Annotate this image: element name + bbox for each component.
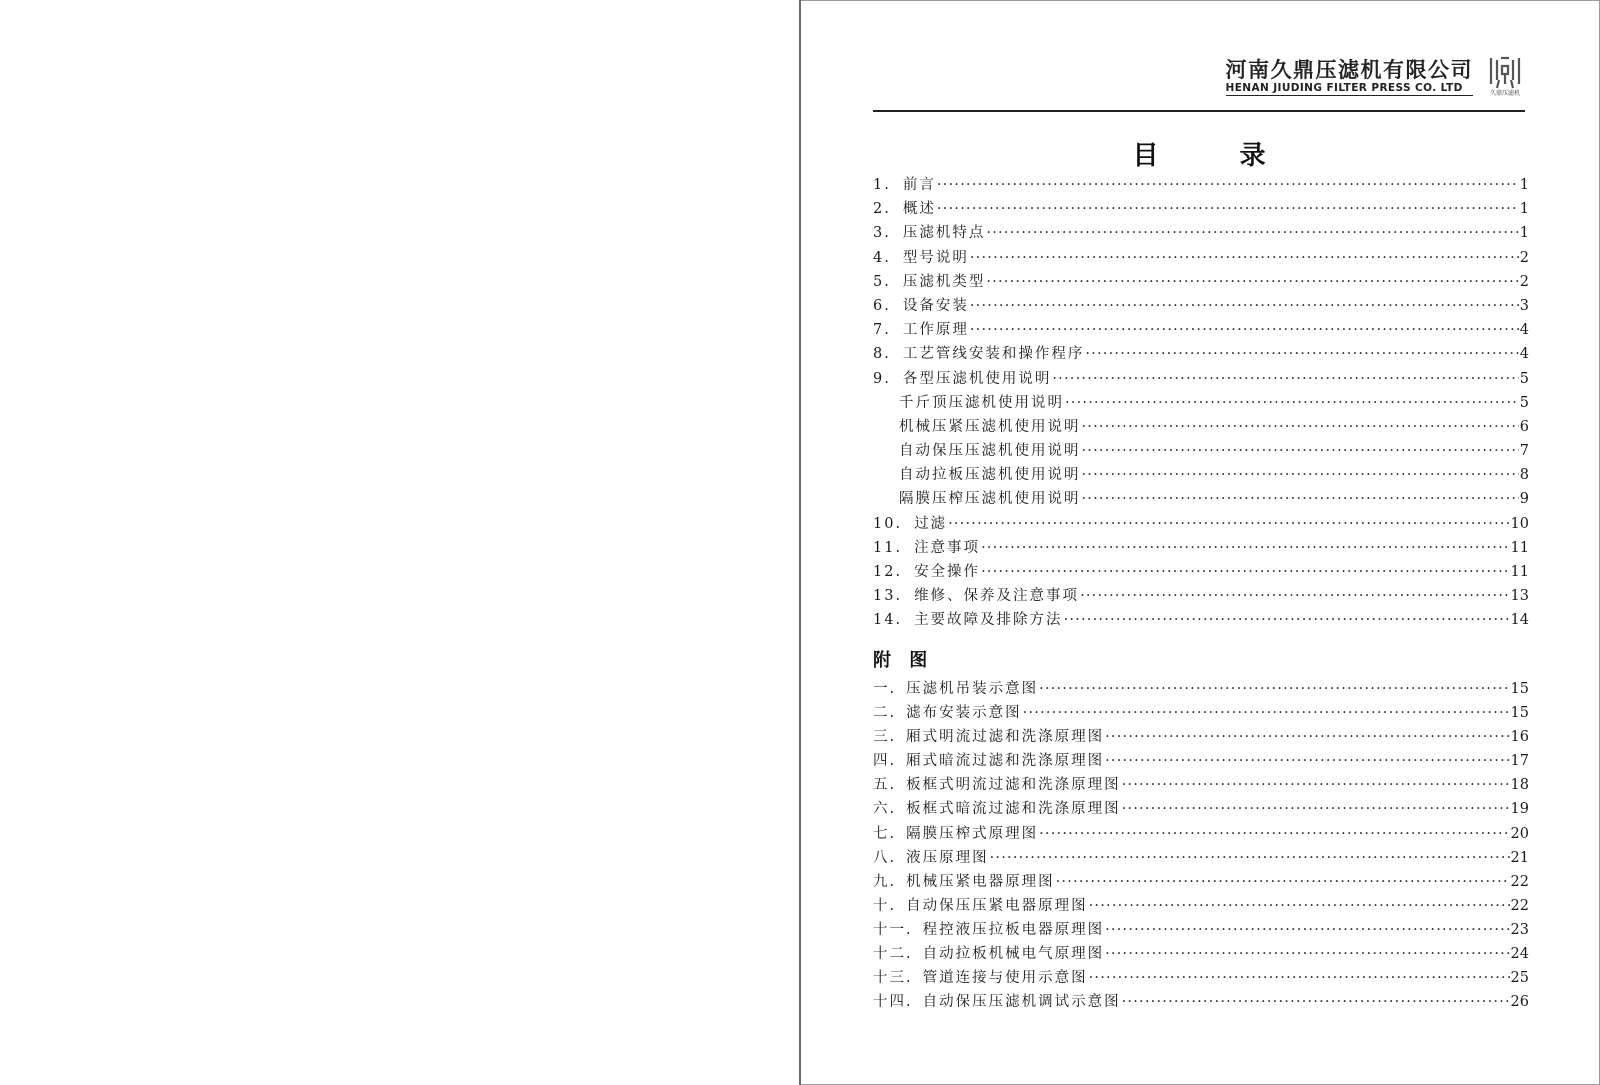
dot-leader <box>986 270 1518 294</box>
dot-leader <box>990 846 1510 870</box>
entry-page-number: 18 <box>1510 777 1529 794</box>
entry-title: 维修、保养及注意事项 <box>914 588 1080 605</box>
entry-page-number: 21 <box>1510 849 1529 866</box>
entry-number: 一. <box>873 681 897 697</box>
toc-entry[interactable] <box>873 415 1529 439</box>
entry-page-number: 5 <box>1519 394 1529 411</box>
entry-title: 自动拉板压滤机使用说明 <box>899 467 1081 484</box>
entry-page-number: 4 <box>1519 346 1529 363</box>
entry-title: 隔膜压榨压滤机使用说明 <box>899 491 1081 508</box>
appendix-list <box>873 641 1529 1014</box>
entry-page-number: 2 <box>1519 273 1529 290</box>
entry-title: 厢式明流过滤和洗涤原理图 <box>906 729 1105 746</box>
toc-entry[interactable] <box>873 560 1529 584</box>
dot-leader <box>1122 773 1510 797</box>
dot-leader <box>981 560 1509 584</box>
entry-title: 自动保压压紧电器原理图 <box>906 897 1088 914</box>
entry-number: 2. <box>873 201 891 218</box>
entry-number: 12. <box>873 564 903 580</box>
entry-page-number: 14 <box>1510 612 1529 629</box>
entry-page-number: 16 <box>1510 729 1529 746</box>
entry-number: 9. <box>873 370 891 387</box>
entry-title: 自动保压压滤机调试示意图 <box>922 994 1121 1011</box>
entry-number: 十一. <box>873 921 913 938</box>
entry-title: 前言 <box>902 177 936 193</box>
toc-entry[interactable] <box>873 391 1529 415</box>
dot-leader <box>1039 677 1509 701</box>
entry-number: 1. <box>873 177 891 193</box>
entry-number: 11. <box>873 539 903 556</box>
entry-title: 工作原理 <box>902 322 969 339</box>
toc-list <box>873 173 1529 633</box>
toc-entry[interactable] <box>873 487 1529 511</box>
entry-title: 主要故障及排除方法 <box>914 612 1063 629</box>
entry-title: 液压原理图 <box>906 849 989 866</box>
dot-leader <box>1056 870 1510 894</box>
entry-number: 十. <box>873 897 897 914</box>
toc-entry[interactable] <box>873 342 1529 366</box>
toc-entry[interactable] <box>873 294 1529 318</box>
entry-page-number: 10 <box>1510 515 1529 532</box>
appendix-entry[interactable] <box>873 725 1529 749</box>
toc-entry[interactable] <box>873 608 1529 632</box>
toc-entry[interactable] <box>873 318 1529 342</box>
toc-entry[interactable] <box>873 463 1529 487</box>
entry-page-number: 17 <box>1510 753 1529 770</box>
entry-page-number: 6 <box>1519 418 1529 435</box>
entry-number: 4. <box>873 249 891 266</box>
entry-page-number: 15 <box>1510 705 1529 722</box>
entry-number: 五. <box>873 777 897 794</box>
entry-number: 二. <box>873 705 897 722</box>
entry-title: 程控液压拉板电器原理图 <box>922 921 1105 938</box>
entry-number: 十四. <box>873 994 913 1011</box>
appendix-entry[interactable] <box>873 918 1529 942</box>
entry-page-number: 22 <box>1510 873 1529 890</box>
page-header <box>873 50 1525 112</box>
toc-page <box>801 0 1600 1085</box>
toc-entry[interactable] <box>873 536 1529 560</box>
company-name-block <box>1226 58 1474 96</box>
entry-page-number: 2 <box>1519 249 1529 266</box>
entry-title: 型号说明 <box>902 249 969 266</box>
entry-title: 过滤 <box>914 515 948 532</box>
entry-page-number: 15 <box>1510 681 1529 697</box>
entry-title: 工艺管线安装和操作程序 <box>902 346 1085 363</box>
appendix-entry[interactable] <box>873 797 1529 821</box>
entry-title: 压滤机特点 <box>902 225 986 242</box>
dot-leader <box>937 173 1519 197</box>
toc-entry[interactable] <box>873 173 1529 197</box>
appendix-heading: 附 图 <box>873 650 934 671</box>
appendix-entry[interactable] <box>873 677 1529 701</box>
dot-leader <box>1064 608 1510 632</box>
appendix-entry[interactable] <box>873 773 1529 797</box>
dot-leader <box>1105 749 1509 773</box>
entry-title: 千斤顶压滤机使用说明 <box>899 394 1064 411</box>
entry-page-number: 1 <box>1519 177 1529 193</box>
entry-page-number: 11 <box>1510 564 1529 580</box>
entry-title: 压滤机类型 <box>902 273 986 290</box>
entry-title: 机械压紧压滤机使用说明 <box>899 418 1081 435</box>
entry-page-number: 23 <box>1510 921 1529 938</box>
appendix-entry[interactable] <box>873 701 1529 725</box>
dot-leader <box>1082 487 1519 511</box>
entry-number: 十三. <box>873 970 913 987</box>
toc-entry[interactable] <box>873 270 1529 294</box>
toc-entry[interactable] <box>873 246 1529 270</box>
entry-title: 机械压紧电器原理图 <box>906 873 1055 890</box>
entry-number: 四. <box>873 753 897 770</box>
toc-entry[interactable] <box>873 439 1529 463</box>
entry-title: 设备安装 <box>902 297 969 314</box>
entry-page-number: 5 <box>1519 370 1529 387</box>
entry-number: 14. <box>873 612 903 629</box>
entry-title: 概述 <box>902 201 936 218</box>
entry-title: 注意事项 <box>914 539 981 556</box>
dot-leader <box>1065 391 1519 415</box>
dot-leader <box>1080 584 1509 608</box>
entry-title: 压滤机吊装示意图 <box>906 681 1039 697</box>
appendix-entry[interactable] <box>873 894 1529 918</box>
appendix-entry[interactable] <box>873 870 1529 894</box>
dot-leader <box>1082 463 1519 487</box>
dot-leader <box>1082 439 1519 463</box>
entry-number: 5. <box>873 273 891 290</box>
entry-number: 10. <box>873 515 903 532</box>
entry-number: 7. <box>873 322 891 339</box>
entry-page-number: 20 <box>1510 825 1529 842</box>
entry-page-number: 25 <box>1510 970 1529 987</box>
toc-entry[interactable] <box>873 197 1529 221</box>
dot-leader <box>981 536 1509 560</box>
entry-page-number: 22 <box>1510 897 1529 914</box>
company-name-en: HENAN JIUDING FILTER PRESS CO. LTD <box>1226 82 1474 96</box>
entry-page-number: 24 <box>1510 946 1529 963</box>
entry-number: 8. <box>873 346 891 363</box>
dot-leader <box>1105 942 1509 966</box>
dot-leader <box>1082 415 1519 439</box>
dot-leader <box>986 221 1518 245</box>
appendix-entry[interactable] <box>873 990 1529 1014</box>
appendix-entry[interactable] <box>873 942 1529 966</box>
entry-page-number: 1 <box>1519 201 1529 218</box>
dot-leader <box>937 197 1519 221</box>
entry-number: 三. <box>873 729 897 746</box>
appendix-entry[interactable] <box>873 966 1529 990</box>
entry-title: 自动拉板机械电气原理图 <box>922 946 1105 963</box>
toc-entry[interactable] <box>873 367 1529 391</box>
entry-number: 6. <box>873 297 891 314</box>
toc-entry[interactable] <box>873 221 1529 245</box>
entry-page-number: 8 <box>1519 467 1529 484</box>
header-rule <box>873 110 1525 112</box>
dot-leader <box>1085 342 1518 366</box>
entry-title: 隔膜压榨式原理图 <box>906 825 1039 842</box>
appendix-entry[interactable] <box>873 822 1529 846</box>
dot-leader <box>1089 966 1510 990</box>
entry-page-number: 26 <box>1510 994 1529 1011</box>
entry-title: 管道连接与使用示意图 <box>922 970 1088 987</box>
entry-title: 板框式明流过滤和洗涤原理图 <box>906 777 1121 794</box>
dot-leader <box>1089 894 1510 918</box>
dot-leader <box>1105 725 1509 749</box>
entry-page-number: 13 <box>1510 588 1529 605</box>
entry-title: 板框式暗流过滤和洗涤原理图 <box>906 801 1121 818</box>
entry-page-number: 11 <box>1510 539 1529 556</box>
entry-page-number: 3 <box>1519 297 1529 314</box>
entry-page-number: 19 <box>1510 801 1529 818</box>
entry-title: 滤布安装示意图 <box>906 705 1022 722</box>
entry-number: 3. <box>873 225 891 242</box>
entry-page-number: 4 <box>1519 322 1529 339</box>
dot-leader <box>1039 822 1509 846</box>
entry-page-number: 9 <box>1519 491 1529 508</box>
dot-leader <box>948 512 1509 536</box>
dot-leader <box>1052 367 1518 391</box>
dot-leader <box>970 294 1519 318</box>
entry-number: 十二. <box>873 946 913 963</box>
toc-title: 目 录 <box>1132 141 1302 171</box>
appendix-entry[interactable] <box>873 749 1529 773</box>
entry-number: 13. <box>873 588 903 605</box>
entry-number: 八. <box>873 849 897 866</box>
dot-leader <box>1105 918 1509 942</box>
entry-title: 各型压滤机使用说明 <box>902 370 1052 387</box>
dot-leader <box>970 246 1519 270</box>
dot-leader <box>1122 797 1510 821</box>
appendix-entry[interactable] <box>873 846 1529 870</box>
entry-number: 九. <box>873 873 897 890</box>
toc-entry[interactable] <box>873 512 1529 536</box>
company-name-cn: 河南久鼎压滤机有限公司 <box>1225 58 1473 82</box>
entry-title: 自动保压压滤机使用说明 <box>899 443 1081 460</box>
entry-title: 安全操作 <box>914 564 981 580</box>
entry-page-number: 1 <box>1519 225 1529 242</box>
dot-leader <box>1023 701 1510 725</box>
toc-entry[interactable] <box>873 584 1529 608</box>
dot-leader <box>970 318 1519 342</box>
entry-title: 厢式暗流过滤和洗涤原理图 <box>906 753 1105 770</box>
entry-number: 六. <box>873 801 897 818</box>
logo-caption: 久鼎压滤机 <box>1489 90 1520 97</box>
entry-page-number: 7 <box>1519 443 1529 460</box>
entry-number: 七. <box>873 825 897 842</box>
dot-leader <box>1122 990 1510 1014</box>
